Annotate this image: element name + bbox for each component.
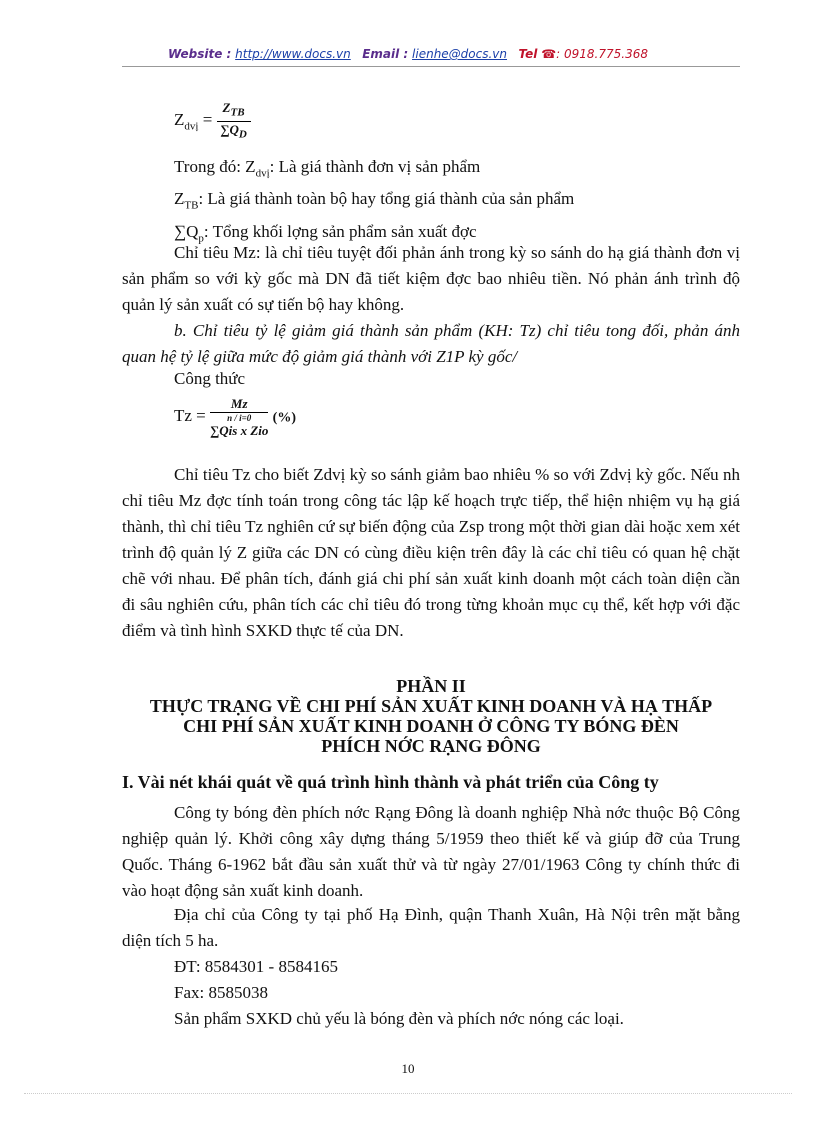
definition-ztb: $Z_{TB}$: Là giá thành toàn bộ hay tổng giá thành của sản phẩm [174, 189, 575, 212]
paragraph-company-intro: Công ty bóng đèn phích nớc Rạng Đông là doanh nghiệp Nhà nớc thuộc Bộ Công nghiệp quản lý. Khởi công xây dựng tháng 5/1959 theo thiết kế và giúp đỡ của Trung Quốc. Tháng 6-1962 bắt đầu sản xuất thử và từ ngày 27/01/1963 Công ty chính thức đi vào hoạt động sản xuất kinh doanh. [122, 803, 740, 900]
formula2-suffix: (%) [272, 410, 296, 426]
paragraph-address: Địa chỉ của Công ty tại phố Hạ Đình, quận Thanh Xuân, Hà Nội trên mặt bằng diện tích 5 ha. [122, 905, 740, 950]
formula-zdvi [122, 100, 740, 142]
formula2-fraction: Mz n / i=0 ∑Qis x Zio [210, 396, 269, 438]
heading-company-history: I. Vài nét khái quát về quá trình hình thành và phát triển của Công ty [122, 772, 659, 792]
formula2-lhs: Tz = [174, 406, 206, 426]
footer-divider [24, 1093, 792, 1094]
section-title-line3: PHÍCH NỚC RẠNG ĐÔNG [321, 736, 541, 756]
section-title-line1: THỰC TRẠNG VỀ CHI PHÍ SẢN XUẤT KINH DOANH VÀ HẠ THẤP [149, 696, 713, 716]
fax-line: Fax: 8585038 [174, 983, 268, 1002]
tel-label: Tel [518, 47, 538, 61]
definition-qp: $\sum Q_p$: Tổng khối lợng sản phẩm sản xuất đợc [174, 221, 477, 245]
paragraph-mz: Chỉ tiêu Mz: là chỉ tiêu tuyệt đối phản ánh trong kỳ so sánh do hạ giá thành đơn vị sản phẩm so với kỳ gốc mà DN đã tiết kiệm đợc bao nhiêu tiền. Nó phản ánh trình độ quản lý sản xuất có sự tiến bộ hay không. [122, 243, 740, 314]
page-number: 10 [401, 1061, 415, 1076]
paragraph-tz-explanation: Chỉ tiêu Tz cho biết Zdvị kỳ so sánh giảm bao nhiêu % so với Zdvị kỳ gốc. Nếu nh chỉ tiêu Mz đợc tính toán trong công tác lập kế hoạch trực tiếp, thể hiện nhiệm vụ hạ giá thành, thì chỉ tiêu Tz nghiên cứ sự biến động của Zsp trong một thời gian dài hoặc xem xét trình độ quản lý Z giữa các DN có cùng điều kiện trên đây là các chỉ tiêu có quan hệ chặt chẽ với nhau. Để phân tích, đánh giá chi phí sản xuất kinh doanh một cách toàn diện cần đi sâu nghiên cứu, phân tích các chỉ tiêu đó trong từng khoản mục cụ thể, kết hợp với đặc điểm và tình hình SXKD thực tế của DN. [122, 465, 740, 640]
definition-zdvi: Trong đó: $Z_{dvị}$: Là giá thành đơn vị sản phẩm [174, 157, 481, 180]
phone-line: ĐT: 8584301 - 8584165 [174, 957, 338, 976]
formula-tz [122, 396, 740, 439]
section-part: PHẦN II [396, 676, 466, 696]
paragraph-products: Sản phẩm SXKD chủ yếu là bóng đèn và phích nớc nóng các loại. [174, 1009, 624, 1028]
phone-number: : 0918.775.368 [556, 47, 648, 61]
paragraph-tz-definition: b. Chỉ tiêu tỷ lệ giảm giá thành sản phẩm (KH: Tz) chỉ tiêu tong đối, phản ánh quan hệ tỷ lệ giữa mức độ giảm giá thành với Z1P kỳ gốc/ [122, 321, 740, 366]
email-link[interactable]: lienhe@docs.vn [412, 47, 508, 61]
website-link[interactable]: http://www.docs.vn [235, 47, 351, 61]
section-heading [122, 676, 740, 756]
website-label: Website : [168, 47, 232, 61]
definition-list [122, 154, 740, 251]
email-label: Email : [362, 47, 409, 61]
formula1-fraction: $\frac{Z_{TB}}{\sum Q_D}$ [217, 100, 251, 142]
header-divider [122, 66, 740, 67]
page-header [0, 47, 816, 61]
section-title-line2: CHI PHÍ SẢN XUẤT KINH DOANH Ở CÔNG TY BÓNG ĐÈN [183, 716, 679, 736]
formula-label: Công thức [174, 369, 246, 388]
formula1-lhs: $Z_{dvị}$ = [174, 110, 213, 133]
phone-icon: ☎ [541, 47, 557, 61]
